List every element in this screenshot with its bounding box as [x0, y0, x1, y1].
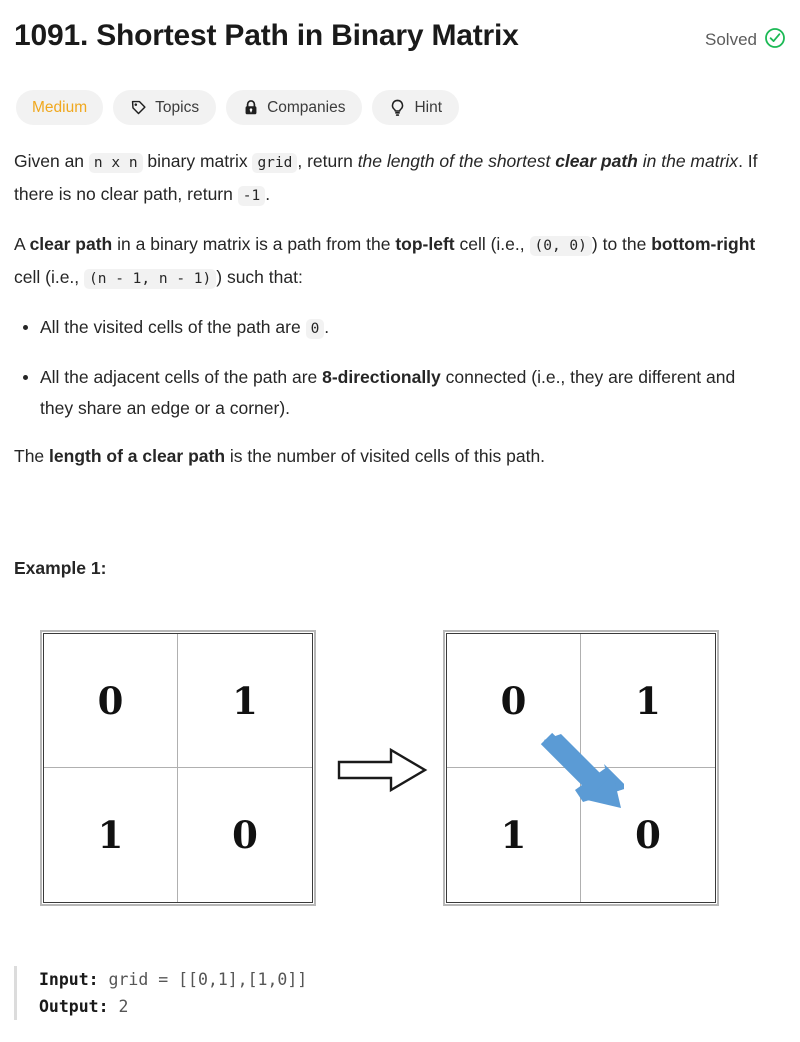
inline-code: n x n: [89, 153, 143, 173]
text: A: [14, 234, 30, 254]
output-label: Output:: [39, 997, 109, 1016]
text: The: [14, 446, 50, 466]
status-badge: [705, 27, 786, 54]
page-title: 1091. Shortest Path in Binary Matrix: [14, 19, 519, 52]
inline-code: -1: [238, 186, 265, 206]
companies-chip-label: Companies: [267, 98, 346, 116]
companies-chip[interactable]: [226, 90, 362, 125]
inline-code: grid: [252, 153, 297, 173]
inline-code: (0, 0): [530, 236, 592, 256]
conditions-list: [14, 312, 762, 424]
text: binary matrix: [142, 151, 253, 171]
description-paragraph-1: [14, 146, 762, 212]
output-value: 2: [108, 997, 129, 1016]
grid-cell: 1: [447, 768, 581, 902]
strong: 8-directionally: [322, 367, 441, 387]
title-row: [14, 18, 786, 54]
description-paragraph-2: [14, 229, 762, 295]
text: All the visited cells of the path are: [40, 317, 306, 337]
strong: clear path: [29, 234, 113, 254]
text: ) such that:: [216, 267, 303, 287]
text: .: [265, 184, 271, 204]
grid-cell: 0: [447, 634, 581, 768]
grid-cell: 1: [178, 634, 312, 768]
inline-code: (n - 1, n - 1): [84, 269, 216, 289]
text: , return: [297, 151, 358, 171]
strong: top-left: [395, 234, 455, 254]
check-circle-icon: [764, 27, 786, 54]
input-label: Input:: [39, 970, 99, 989]
text: connected (i.e., they are different and they share an edge or a corner).: [40, 367, 736, 418]
emphasis-strong: clear path: [555, 151, 638, 171]
description-paragraph-3: [14, 441, 762, 472]
meta-chip-row: [16, 90, 459, 125]
topics-chip[interactable]: [113, 90, 216, 125]
example-io-text: [39, 966, 754, 1020]
list-item: [40, 312, 762, 345]
grid-cell: 0: [635, 813, 661, 857]
problem-description: [14, 146, 762, 489]
input-grid: [40, 630, 316, 906]
grid-cell: 0: [232, 813, 258, 857]
grid-cell: 1: [581, 634, 715, 768]
emphasis: in the matrix: [637, 151, 739, 171]
text: in a binary matrix is a path from the: [112, 234, 396, 254]
lightbulb-icon: [389, 99, 406, 117]
text: is the number of visited cells of this path.: [225, 446, 546, 466]
tag-icon: [130, 99, 147, 116]
text: .: [324, 317, 330, 337]
output-grid: [443, 630, 719, 906]
example-figure: [0, 630, 800, 922]
hint-chip-label: Hint: [414, 98, 443, 116]
topics-chip-label: Topics: [155, 98, 200, 116]
emphasis: the length of the shortest: [357, 151, 556, 171]
example-io-block: [14, 966, 754, 1020]
status-badge-label: Solved: [705, 30, 757, 49]
strong: bottom-right: [651, 234, 756, 254]
grid-cell: 0: [44, 634, 178, 768]
text: cell (i.e.,: [454, 234, 530, 254]
hint-chip[interactable]: [372, 90, 459, 125]
text: . If there is no clear path, return: [14, 151, 758, 204]
difficulty-chip[interactable]: [16, 90, 103, 125]
strong: length of a clear path: [49, 446, 226, 466]
block-arrow-right-icon: [336, 746, 428, 794]
text: Given an: [14, 151, 89, 171]
text: All the adjacent cells of the path are: [40, 367, 323, 387]
input-value: grid = [[0,1],[1,0]]: [98, 970, 308, 989]
example-heading: Example 1:: [14, 558, 107, 578]
difficulty-chip-label: Medium: [32, 98, 88, 116]
list-item: [40, 362, 762, 424]
text: ) to the: [591, 234, 652, 254]
lock-icon: [243, 99, 259, 116]
text: cell (i.e.,: [14, 267, 85, 287]
inline-code: 0: [306, 319, 325, 339]
grid-cell: 1: [44, 768, 178, 902]
